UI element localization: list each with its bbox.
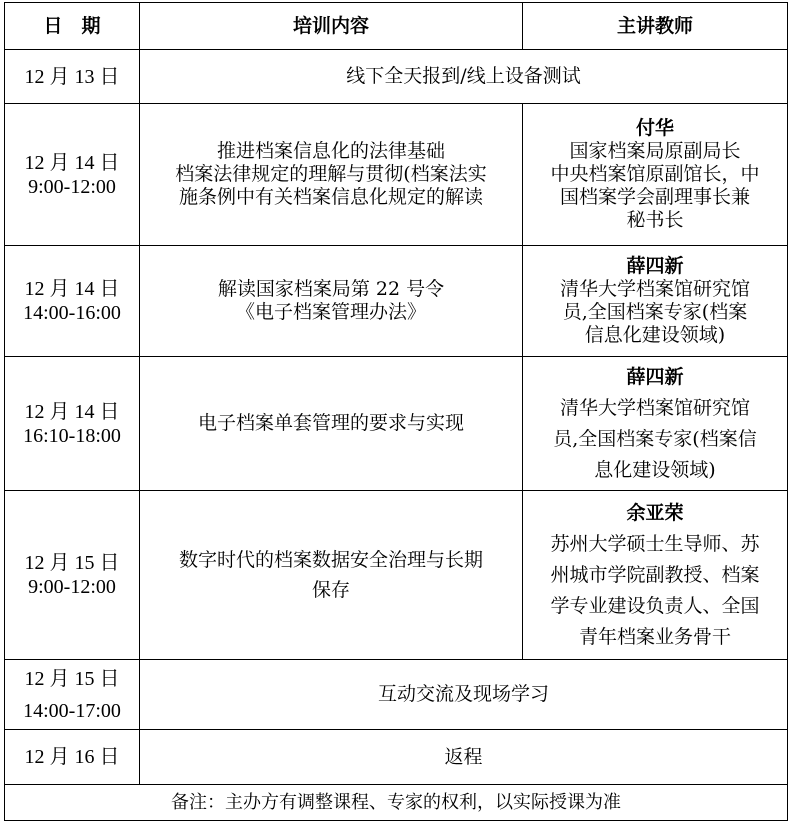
date-day: 12 月 14 日 — [24, 151, 120, 174]
date-time: 9:00-12:00 — [28, 175, 116, 198]
date-time: 14:00-17:00 — [23, 699, 121, 722]
table-row — [5, 246, 788, 357]
teacher-title-line: 国档案学会副理事长兼 — [559, 186, 750, 208]
content-line: 电子档案单套管理的要求与实现 — [197, 412, 464, 434]
date-day: 12 月 16 日 — [24, 746, 120, 768]
content-line: 互动交流及现场学习 — [377, 683, 549, 705]
date-cell — [5, 491, 140, 660]
date-cell — [5, 660, 140, 730]
teacher-title-line: 中央档案馆原副馆长，中 — [550, 163, 760, 185]
schedule-table — [4, 2, 788, 821]
date-cell — [5, 357, 140, 491]
note-row — [5, 785, 788, 821]
teacher-title-line: 秘书长 — [626, 209, 684, 231]
teacher-cell — [523, 491, 788, 660]
content-cell — [140, 491, 523, 660]
content-line: 推进档案信息化的法律基础 — [216, 140, 445, 162]
date-time: 14:00-16:00 — [23, 302, 121, 324]
table-row — [5, 491, 788, 660]
date-cell — [5, 50, 140, 104]
teacher-name: 薛四新 — [626, 365, 684, 388]
content-cell — [140, 246, 523, 357]
date-cell — [5, 246, 140, 357]
teacher-title-line: 信息化建设领域) — [584, 324, 726, 346]
table-row — [5, 660, 788, 730]
date-cell — [5, 104, 140, 246]
teacher-title-line: 息化建设领域) — [594, 458, 716, 481]
content-line: 返程 — [444, 745, 483, 768]
content-line: 《电子档案管理办法》 — [235, 301, 426, 323]
content-cell — [140, 50, 788, 104]
teacher-name: 付华 — [635, 117, 674, 139]
table-row — [5, 357, 788, 491]
content-line: 档案法律规定的理解与贯彻(档案法实 — [175, 163, 487, 185]
teacher-title-line: 员,全国档案专家(档案 — [562, 301, 748, 323]
content-cell — [140, 660, 788, 730]
content-line: 线下全天报到/线上设备测试 — [346, 65, 581, 87]
teacher-title-line: 国家档案局原副局长 — [569, 140, 741, 162]
content-cell — [140, 730, 788, 785]
date-day: 12 月 14 日 — [24, 400, 120, 423]
content-line: 保存 — [311, 579, 350, 601]
date-time: 16:10-18:00 — [23, 424, 121, 447]
content-line: 施条例中有关档案信息化规定的解读 — [178, 186, 483, 208]
date-day: 12 月 13 日 — [24, 65, 120, 88]
content-cell — [140, 104, 523, 246]
teacher-title-line: 苏州大学硕士生导师、苏 — [550, 532, 760, 555]
teacher-name: 薛四新 — [626, 255, 684, 277]
teacher-cell — [523, 104, 788, 246]
teacher-title-line: 清华大学档案馆研究馆 — [559, 396, 750, 419]
date-cell — [5, 730, 140, 785]
date-day: 12 月 14 日 — [24, 278, 120, 300]
teacher-cell — [523, 246, 788, 357]
header-row — [5, 3, 788, 50]
teacher-title-line: 员,全国档案专家(档案信 — [553, 427, 757, 450]
content-cell — [140, 357, 523, 491]
header-date: 日 期 — [5, 3, 140, 50]
header-content: 培训内容 — [140, 3, 523, 50]
teacher-title-line: 学专业建设负责人、全国 — [550, 594, 760, 617]
table-row — [5, 730, 788, 785]
content-line: 解读国家档案局第 22 号令 — [217, 278, 445, 300]
teacher-title-line: 清华大学档案馆研究馆 — [559, 278, 750, 300]
table-row — [5, 104, 788, 246]
teacher-name: 余亚荣 — [626, 501, 684, 524]
note-text: 备注：主办方有调整课程、专家的权利，以实际授课为准 — [5, 785, 788, 821]
date-day: 12 月 15 日 — [24, 552, 120, 574]
date-time: 9:00-12:00 — [28, 576, 116, 598]
teacher-title-line: 州城市学院副教授、档案 — [550, 563, 760, 586]
date-day: 12 月 15 日 — [24, 667, 120, 690]
header-teacher: 主讲教师 — [523, 3, 788, 50]
table-row — [5, 50, 788, 104]
content-line: 数字时代的档案数据安全治理与长期 — [178, 549, 483, 571]
teacher-title-line: 青年档案业务骨干 — [578, 625, 731, 648]
teacher-cell — [523, 357, 788, 491]
